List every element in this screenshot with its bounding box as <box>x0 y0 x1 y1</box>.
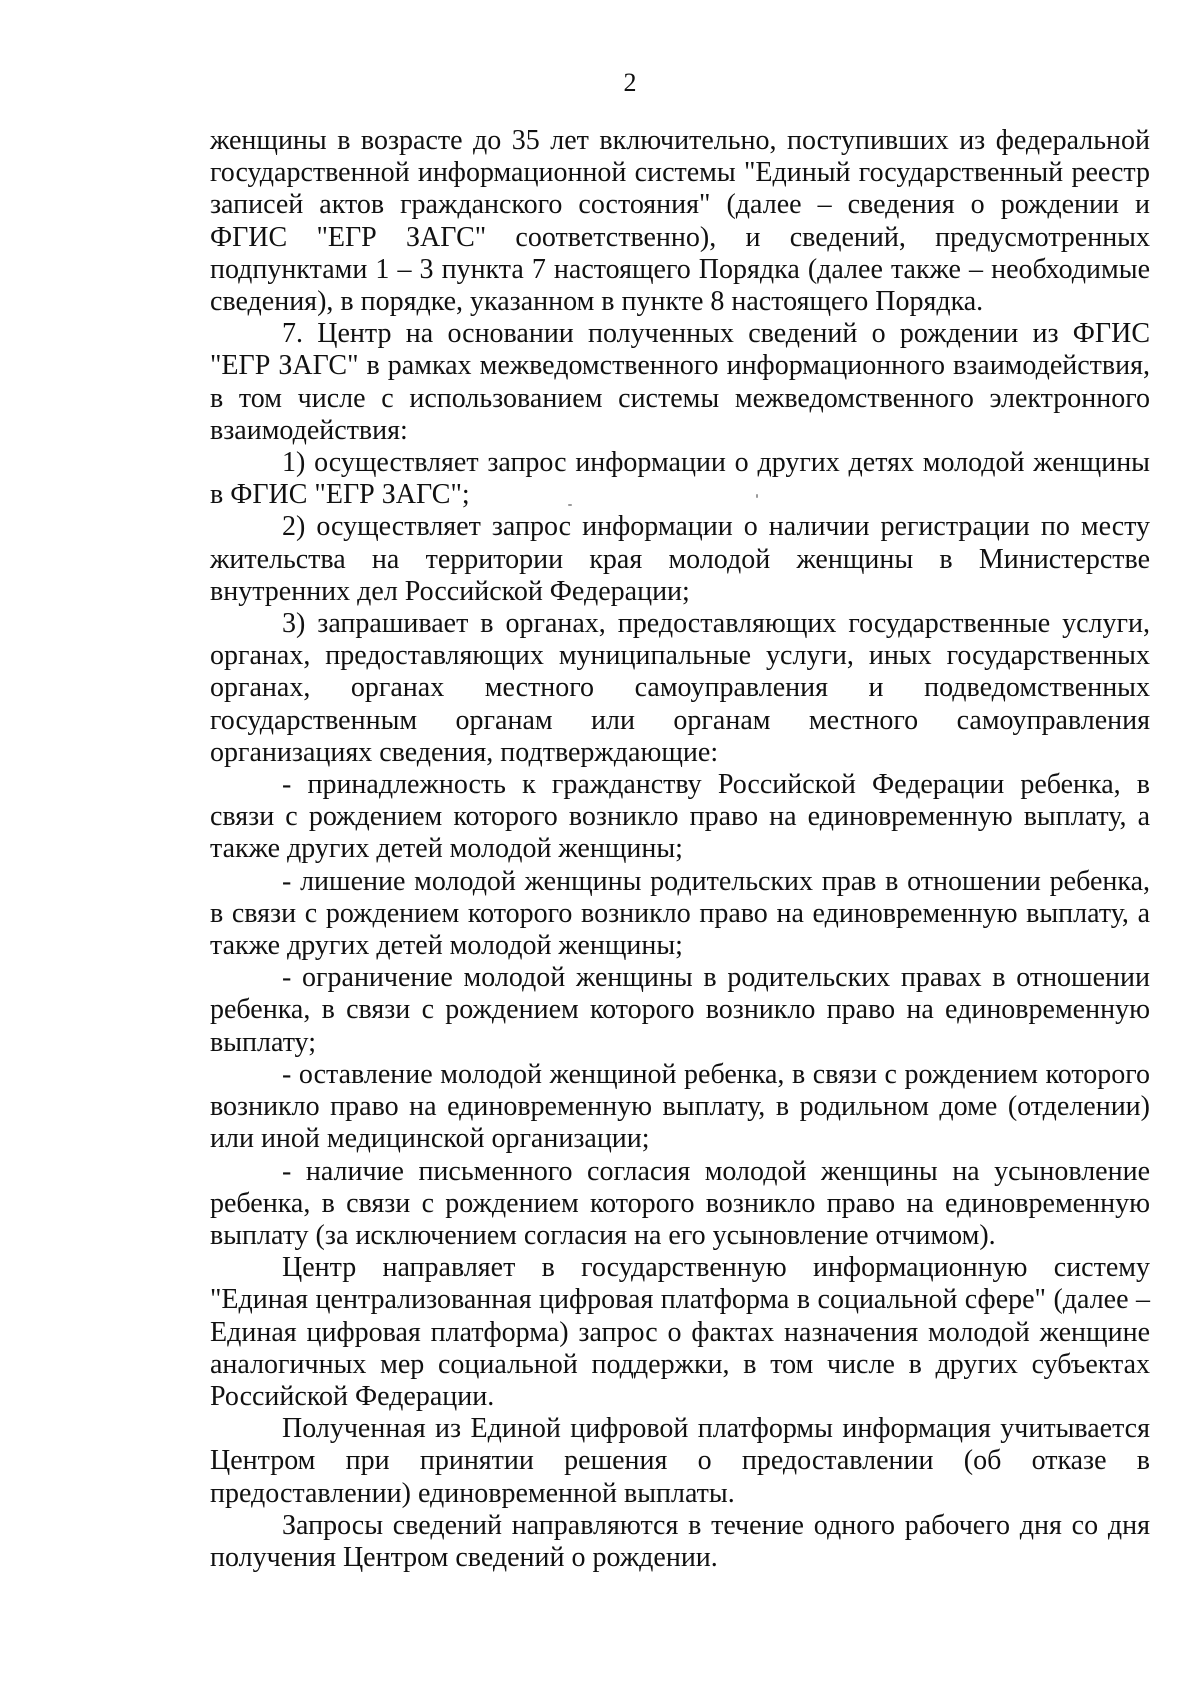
paragraph-bullet-abandonment: - оставление молодой женщиной ребенка, в связи с рождением которого возникло право на единовременную выплату, в родильном доме (отделении) или иной медицинской организации; <box>210 1058 1150 1155</box>
paragraph-continuation: женщины в возрасте до 35 лет включительно, поступивших из федеральной государственной информационной системы "Единый государственный реестр записей актов гражданского состояния" (далее – сведения о рождении и ФГИС "ЕГР ЗАГС" соответственно), и сведений, предусмотренных подпунктами 1 – 3 пункта 7 настоящего Порядка (далее также – необходимые сведения), в порядке, указанном в пункте 8 настоящего Порядка. <box>210 125 1150 318</box>
paragraph-subitem-2: 2) осуществляет запрос информации о наличии регистрации по месту жительства на территории края молодой женщины в Министерстве внутренних дел Российской Федерации; <box>210 511 1150 607</box>
paragraph-item-7: 7. Центр на основании полученных сведений о рождении из ФГИС "ЕГР ЗАГС" в рамках межведомственного информационного взаимодействия, в том числе с использованием системы межведомственного электронного взаимодействия: <box>210 318 1150 446</box>
page-number: 2 <box>623 68 637 97</box>
paragraph-bullet-restriction: - ограничение молодой женщины в родительских правах в отношении ребенка, в связи с рождением которого возникло право на единовременную выплату; <box>210 962 1150 1058</box>
paragraph-bullet-deprivation: - лишение молодой женщины родительских прав в отношении ребенка, в связи с рождением которого возникло право на единовременную выплату, а также других детей молодой женщины; <box>210 865 1150 962</box>
paragraph-bullet-citizenship: - принадлежность к гражданству Российской Федерации ребенка, в связи с рождением которого возникло право на единовременную выплату, а также других детей молодой женщины; <box>210 769 1150 865</box>
document-body <box>210 125 1150 1574</box>
paragraph-platform-information: Полученная из Единой цифровой платформы информация учитывается Центром при принятии решения о предоставлении (об отказе в предоставлении) единовременной выплаты. <box>210 1413 1150 1509</box>
paragraph-subitem-3: 3) запрашивает в органах, предоставляющих государственные услуги, органах, предоставляющих муниципальные услуги, иных государственных органах, органах местного самоуправления и подведомственных государственным органам или органам местного самоуправления организациях сведения, подтверждающие: <box>210 608 1150 768</box>
paragraph-digital-platform-request: Центр направляет в государственную информационную систему "Единая централизованная цифровая платформа в социальной сфере" (далее – Единая цифровая платформа) запрос о фактах назначения молодой женщине аналогичных мер социальной поддержки, в том числе в других субъектах Российской Федерации. <box>210 1252 1150 1412</box>
paragraph-request-deadline: Запросы сведений направляются в течение одного рабочего дня со дня получения Центром сведений о рождении. <box>210 1509 1150 1573</box>
scan-speck <box>568 504 572 506</box>
paragraph-bullet-adoption-consent: - наличие письменного согласия молодой женщины на усыновление ребенка, в связи с рождением которого возникло право на единовременную выплату (за исключением согласия на его усыновление отчимом). <box>210 1155 1150 1251</box>
scan-speck <box>756 494 758 498</box>
paragraph-subitem-1: 1) осуществляет запрос информации о других детях молодой женщины в ФГИС "ЕГР ЗАГС"; <box>210 447 1150 511</box>
